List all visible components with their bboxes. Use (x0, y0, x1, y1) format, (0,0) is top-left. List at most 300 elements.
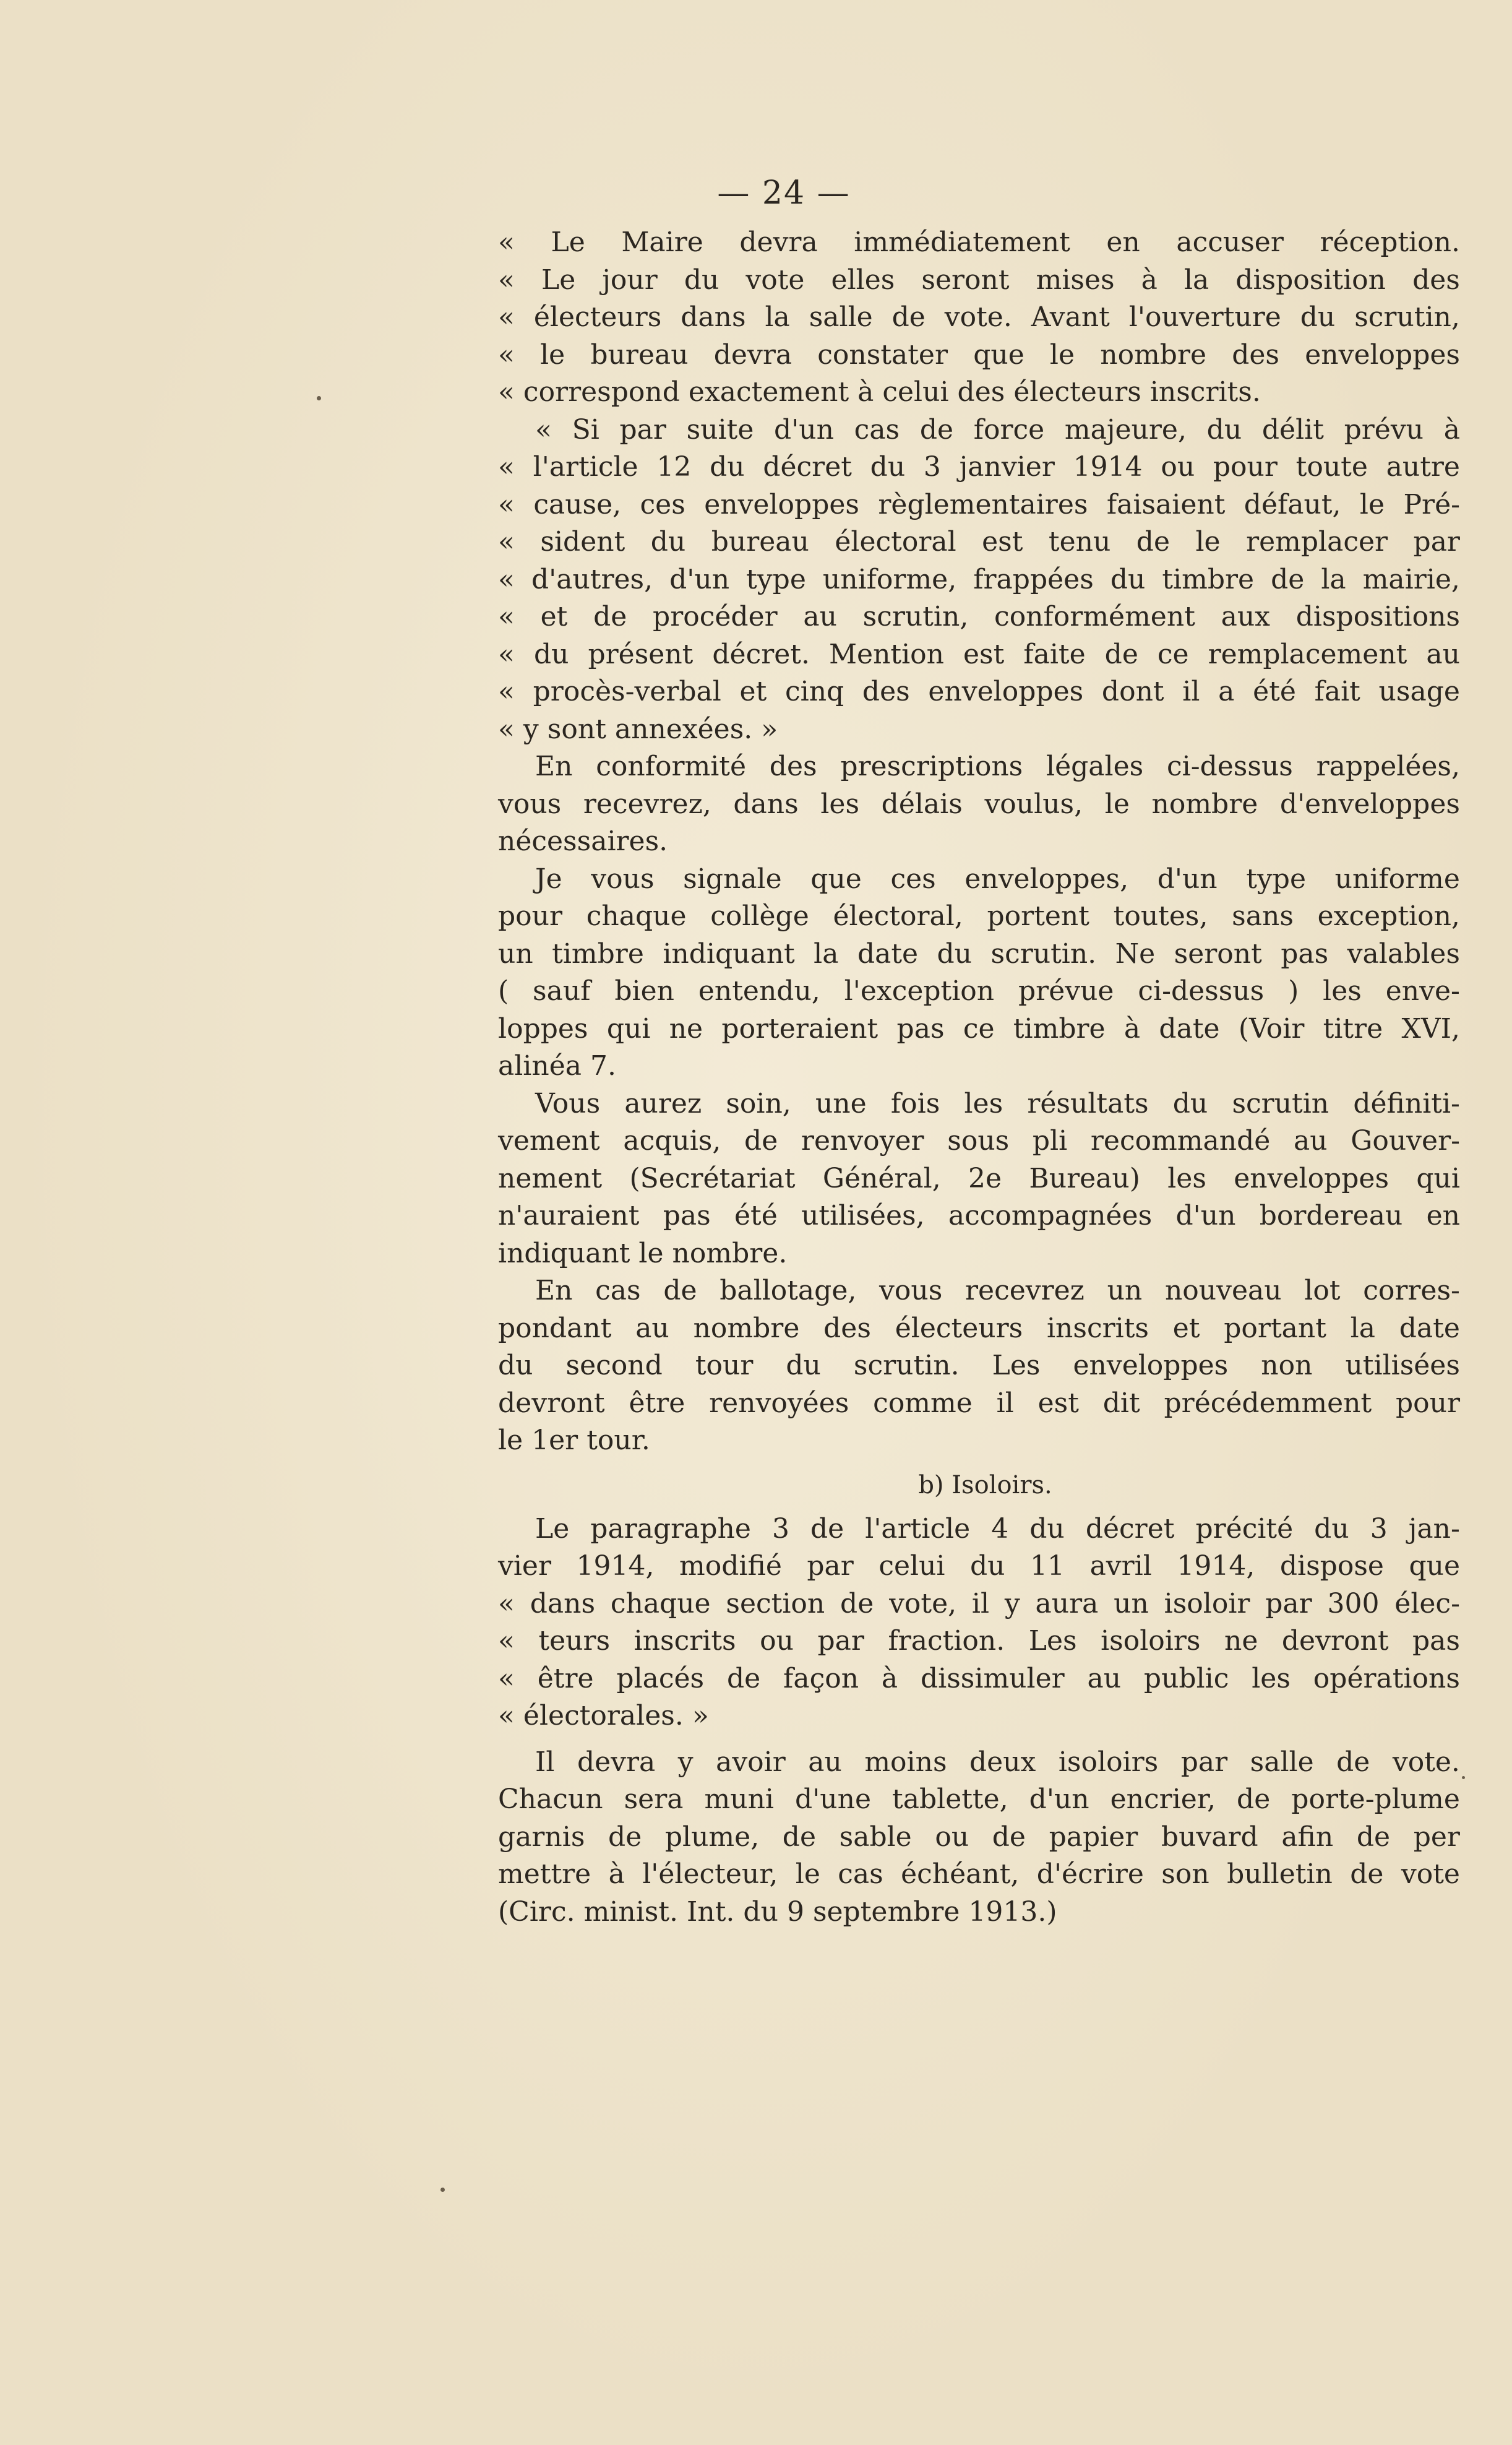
word: 11 (1030, 1550, 1065, 1582)
text-line (498, 1856, 1460, 1894)
word: les (1252, 1662, 1291, 1694)
word: faite (1023, 638, 1086, 670)
word: par (1180, 1746, 1228, 1778)
word: d'écrire (1036, 1858, 1144, 1890)
word: de (891, 301, 926, 333)
word: du (710, 451, 745, 483)
word: entendu, (698, 975, 820, 1007)
text-line (498, 1123, 1460, 1160)
word: recevrez (965, 1275, 1085, 1306)
word: Les (992, 1350, 1041, 1381)
word: chaque (586, 900, 687, 932)
word: voulus, (984, 788, 1083, 820)
word: pondant (498, 1312, 612, 1344)
word: par (817, 1625, 864, 1657)
word: délais (881, 788, 963, 820)
word: nombre (693, 1312, 800, 1344)
text-line (498, 561, 1460, 599)
word: tour. (586, 1425, 650, 1456)
word: « (498, 526, 515, 558)
word: public (1143, 1662, 1229, 1694)
word: renvoyées (709, 1387, 849, 1419)
word: cause, (533, 488, 622, 520)
word: été (1253, 676, 1296, 707)
word: sable (839, 1821, 912, 1853)
word: bulletin (1227, 1858, 1333, 1890)
word: Si (572, 413, 599, 446)
word: muni (704, 1783, 774, 1815)
text-line (498, 711, 1460, 749)
word: encrier, (1110, 1783, 1216, 1815)
word: XVI, (1401, 1012, 1460, 1045)
word: il (1182, 676, 1200, 707)
word: au (1087, 1662, 1122, 1694)
word: des (823, 1312, 871, 1344)
word: vote (1401, 1858, 1460, 1890)
word: loppes (498, 1012, 588, 1045)
word: que (973, 339, 1024, 371)
text-line (498, 1511, 1460, 1548)
word: d'un (1175, 1200, 1236, 1231)
word: opérations (1313, 1662, 1460, 1694)
word: en (1426, 1200, 1460, 1231)
word: les (1323, 975, 1362, 1007)
word: fois (890, 1087, 940, 1119)
word: cas (838, 1858, 883, 1890)
word: présent (588, 638, 694, 670)
text-line (498, 449, 1460, 486)
word: bureau (590, 339, 689, 371)
word: sident (540, 526, 625, 558)
word: acquis, (623, 1125, 721, 1157)
word: au (1293, 1125, 1328, 1157)
word: jour (602, 264, 658, 296)
text-line (498, 1310, 1460, 1348)
word: « (498, 1700, 515, 1731)
word: enveloppes (1073, 1350, 1229, 1381)
text-line (498, 898, 1460, 936)
word: celui (882, 376, 949, 408)
paragraph-7 (498, 1511, 1460, 1735)
word: Avant (1031, 301, 1110, 333)
word: « (498, 488, 515, 520)
word: Le (541, 264, 576, 296)
word: les (820, 788, 860, 820)
word: timbre (1162, 563, 1255, 595)
word: du (533, 638, 569, 670)
word: En (535, 1275, 573, 1306)
word: teurs (538, 1625, 611, 1657)
text-line (498, 1585, 1460, 1623)
word: du (1300, 301, 1336, 333)
word: de (1356, 1821, 1391, 1853)
word: « (498, 638, 515, 670)
text-line (498, 374, 1460, 412)
word: « (498, 1587, 515, 1619)
word: le (498, 1425, 523, 1456)
word: section (726, 1587, 825, 1619)
text-line (498, 673, 1460, 711)
word: du (786, 1350, 821, 1381)
word: « (498, 676, 515, 707)
word: recommandé (1090, 1125, 1271, 1157)
word: règlementaires (878, 488, 1088, 520)
word: de (1104, 638, 1138, 670)
word: à (857, 376, 874, 408)
word: « (498, 301, 515, 333)
word: per (1413, 1821, 1460, 1853)
word: de (608, 1821, 642, 1853)
word: devra (713, 339, 793, 371)
word: devront (498, 1387, 605, 1419)
word: électeurs (1013, 376, 1141, 408)
word: été (734, 1200, 778, 1231)
word: pour (1395, 1387, 1460, 1419)
word: précédemment (1164, 1387, 1372, 1419)
word: Mention (828, 638, 944, 670)
paragraph-5 (498, 1085, 1460, 1273)
word: ci-dessus (1138, 975, 1265, 1007)
word: devra (739, 226, 818, 258)
word: du (684, 264, 719, 296)
word: portent (987, 900, 1089, 932)
word: au (1426, 638, 1460, 670)
word: dispositions (1295, 601, 1460, 632)
word: prévu (1344, 413, 1424, 446)
word: (Voir (1238, 1012, 1305, 1045)
word: dissimuler (920, 1662, 1065, 1694)
word: la (1183, 264, 1209, 296)
word: de (782, 1821, 817, 1853)
word: majeure, (1064, 413, 1187, 446)
word: dispose (1279, 1550, 1384, 1582)
word: correspond (523, 376, 680, 408)
word: du (498, 1350, 533, 1381)
text-line (498, 1744, 1460, 1782)
word: porteraient (721, 1012, 878, 1045)
word: isoloirs (1058, 1746, 1159, 1778)
word: constater (817, 339, 948, 371)
word: du (1029, 1512, 1065, 1545)
word: cas (595, 1275, 641, 1306)
word: à (1141, 264, 1158, 296)
word: plume, (664, 1821, 760, 1853)
word: nombre (1151, 788, 1258, 820)
word: décret (763, 451, 852, 483)
word: du (1172, 1087, 1208, 1119)
word: électoral (835, 526, 956, 558)
word: décret. (712, 638, 810, 670)
word: est (982, 526, 1023, 558)
word: corres- (1363, 1275, 1460, 1306)
word: est (1037, 1387, 1079, 1419)
word: nouveau (1164, 1275, 1282, 1306)
word: de (840, 1587, 874, 1619)
word: placés (616, 1662, 705, 1694)
word: d'un (1157, 863, 1218, 895)
word: pas (1281, 938, 1329, 970)
word: uniforme (1334, 863, 1460, 895)
word: vote (745, 264, 805, 296)
word: signale (683, 863, 782, 895)
word: Le (551, 226, 585, 258)
word: fraction. (888, 1625, 1005, 1657)
word: conformément (994, 601, 1195, 632)
word: dont (1101, 676, 1164, 707)
word: et (739, 676, 767, 707)
word: ou (760, 1625, 794, 1657)
word: ce (1157, 638, 1189, 670)
word: du (650, 526, 686, 558)
word: et (540, 601, 568, 632)
word: chaque (610, 1587, 711, 1619)
word: de (810, 1512, 844, 1545)
word: vote, (889, 1587, 957, 1619)
word: aura (1035, 1587, 1099, 1619)
word: le (638, 1237, 664, 1269)
word: septembre (812, 1895, 960, 1928)
text-line (498, 524, 1460, 561)
word: le (540, 339, 565, 371)
word: y (1004, 1587, 1020, 1619)
word: Gouver- (1351, 1125, 1460, 1157)
word: qui (1416, 1162, 1460, 1194)
word: du (970, 1550, 1005, 1582)
word: électoral, (833, 900, 963, 932)
word: l'exception (844, 975, 995, 1007)
word: valables (1347, 938, 1460, 970)
word: « (498, 601, 515, 632)
word: du (1206, 413, 1242, 446)
word: le (1195, 526, 1221, 558)
word: Bureau) (1029, 1162, 1140, 1194)
word: uniforme, (822, 563, 957, 595)
word: être (629, 1387, 685, 1419)
word: ces (640, 488, 685, 520)
word: 1913.) (968, 1895, 1057, 1928)
word: minist. (583, 1895, 679, 1928)
word: d'autres, (531, 563, 653, 595)
word: 1914 (1073, 451, 1143, 483)
word: sauf (533, 975, 591, 1007)
text-line (498, 598, 1460, 636)
word: sera (624, 1783, 684, 1815)
text-line (498, 786, 1460, 824)
word: 7. (590, 1050, 616, 1082)
word: 300 (1327, 1587, 1380, 1619)
word: enveloppes (928, 676, 1084, 707)
word: que (1409, 1550, 1460, 1582)
word: le (1359, 488, 1385, 520)
word: annexées. (614, 713, 753, 745)
text-line (498, 1548, 1460, 1585)
word: être (537, 1662, 594, 1694)
word: « (535, 413, 552, 446)
word: du (937, 938, 973, 970)
word: avoir (716, 1746, 786, 1778)
word: n'auraient (498, 1200, 640, 1231)
word: de (726, 1662, 761, 1694)
word: les (964, 1087, 1003, 1119)
word: des (769, 751, 817, 782)
word: Il (535, 1746, 555, 1778)
text-line (498, 1085, 1460, 1123)
word: bureau (711, 526, 809, 558)
word: vous (498, 788, 562, 820)
word: bien (614, 975, 674, 1007)
word: du (1314, 1512, 1349, 1545)
word: Le (535, 1512, 570, 1545)
word: Vous (535, 1087, 601, 1119)
word: prescriptions (840, 751, 1023, 782)
word: échéant, (901, 1858, 1020, 1890)
word: salle (1250, 1746, 1314, 1778)
word: frappées (973, 563, 1094, 595)
word: le (1049, 339, 1075, 371)
word: indiquant (663, 938, 795, 970)
paragraph-2 (498, 412, 1460, 749)
word: la (814, 938, 839, 970)
word: bordereau (1259, 1200, 1403, 1231)
word: au (803, 601, 837, 632)
word: ballotage, (719, 1275, 857, 1306)
word: sont (547, 713, 606, 745)
word: de (919, 413, 954, 446)
word: d'un (1029, 1783, 1089, 1815)
paragraph-gap (498, 1735, 1460, 1744)
word: immédiatement (854, 226, 1070, 258)
word: enve- (1385, 975, 1460, 1007)
word: ) (1288, 975, 1299, 1007)
word: pas (1412, 1625, 1460, 1657)
word: sous (947, 1125, 1010, 1157)
word: scrutin (1232, 1087, 1329, 1119)
word: ces (890, 863, 936, 895)
word: vier (498, 1550, 552, 1582)
word: des (1232, 339, 1280, 371)
word: mettre (498, 1858, 591, 1890)
word: « (498, 376, 515, 408)
word: cinq (784, 676, 844, 707)
word: 3 (771, 1512, 789, 1545)
word: inscrits. (1149, 376, 1261, 408)
word: utilisées, (801, 1200, 925, 1231)
word: Les (1028, 1625, 1077, 1657)
word: pas (663, 1200, 711, 1231)
word: y (523, 713, 539, 745)
word: alinéa (498, 1050, 582, 1082)
paper-speck (317, 396, 321, 400)
word: d'un (774, 413, 834, 446)
word: Int. (687, 1895, 735, 1928)
word: nécessaires. (498, 826, 668, 857)
word: indiquant (498, 1237, 630, 1269)
word: En (535, 751, 573, 782)
word: aurez (624, 1087, 702, 1119)
word: enveloppes (1305, 339, 1460, 371)
word: (Secrétariat (629, 1162, 796, 1194)
word: à (1443, 413, 1460, 446)
word: vous (879, 1275, 943, 1306)
word: exception, (1317, 900, 1460, 932)
word: fait (1314, 676, 1360, 707)
word: pas (896, 1012, 945, 1045)
word: 4 (991, 1512, 1009, 1545)
word: un (498, 938, 533, 970)
word: isoloirs (1101, 1625, 1201, 1657)
word: 2e (968, 1162, 1002, 1194)
word: » (761, 713, 778, 745)
word: nement (498, 1162, 603, 1194)
word: accompagnées (948, 1200, 1153, 1231)
word: l'article (533, 451, 638, 483)
word: y (677, 1746, 694, 1778)
word: de (992, 1821, 1026, 1853)
word: Je (535, 863, 562, 895)
word: « (498, 1662, 515, 1694)
text-line (498, 1197, 1460, 1235)
word: « (498, 451, 515, 483)
word: afin (1281, 1821, 1334, 1853)
word: 1914, (1177, 1550, 1255, 1582)
word: d'un (669, 563, 730, 595)
word: moins (864, 1746, 947, 1778)
word: Général, (822, 1162, 941, 1194)
text-line (498, 748, 1460, 786)
word: au (635, 1312, 669, 1344)
word: jan- (1408, 1512, 1460, 1545)
text-line (498, 1385, 1460, 1423)
word: pour (498, 900, 563, 932)
word: une (815, 1087, 867, 1119)
text-line (498, 1660, 1460, 1698)
word: réception. (1320, 226, 1460, 258)
word: par (807, 1550, 854, 1582)
word: tablette, (892, 1783, 1008, 1815)
word: rappelées, (1316, 751, 1460, 782)
word: mairie, (1362, 563, 1460, 595)
word: collège (710, 900, 809, 932)
word: type (746, 563, 806, 595)
word: de (1136, 526, 1171, 558)
word: d'une (795, 1783, 872, 1815)
word: isoloir (1164, 1587, 1250, 1619)
word: papier (1049, 1821, 1138, 1853)
word: second (565, 1350, 663, 1381)
word: à (881, 1662, 898, 1694)
text-line (498, 486, 1460, 524)
word: dans (733, 788, 799, 820)
word: 3 (1370, 1512, 1388, 1545)
word: du (870, 451, 906, 483)
text-line (498, 224, 1460, 262)
word: « (498, 339, 515, 371)
word: des (1412, 264, 1460, 296)
word: ce (963, 1012, 995, 1045)
word: non (1261, 1350, 1313, 1381)
word: façon (783, 1662, 859, 1694)
word: de (663, 1275, 697, 1306)
body-text (498, 224, 1460, 1931)
word: mises (1036, 264, 1115, 296)
word: ci-dessus (1167, 751, 1293, 782)
word: électeurs (895, 1312, 1023, 1344)
text-line (498, 1422, 1460, 1460)
word: « (498, 264, 515, 296)
word: suite (686, 413, 754, 446)
word: vement (498, 1125, 600, 1157)
word: salle (809, 301, 873, 333)
